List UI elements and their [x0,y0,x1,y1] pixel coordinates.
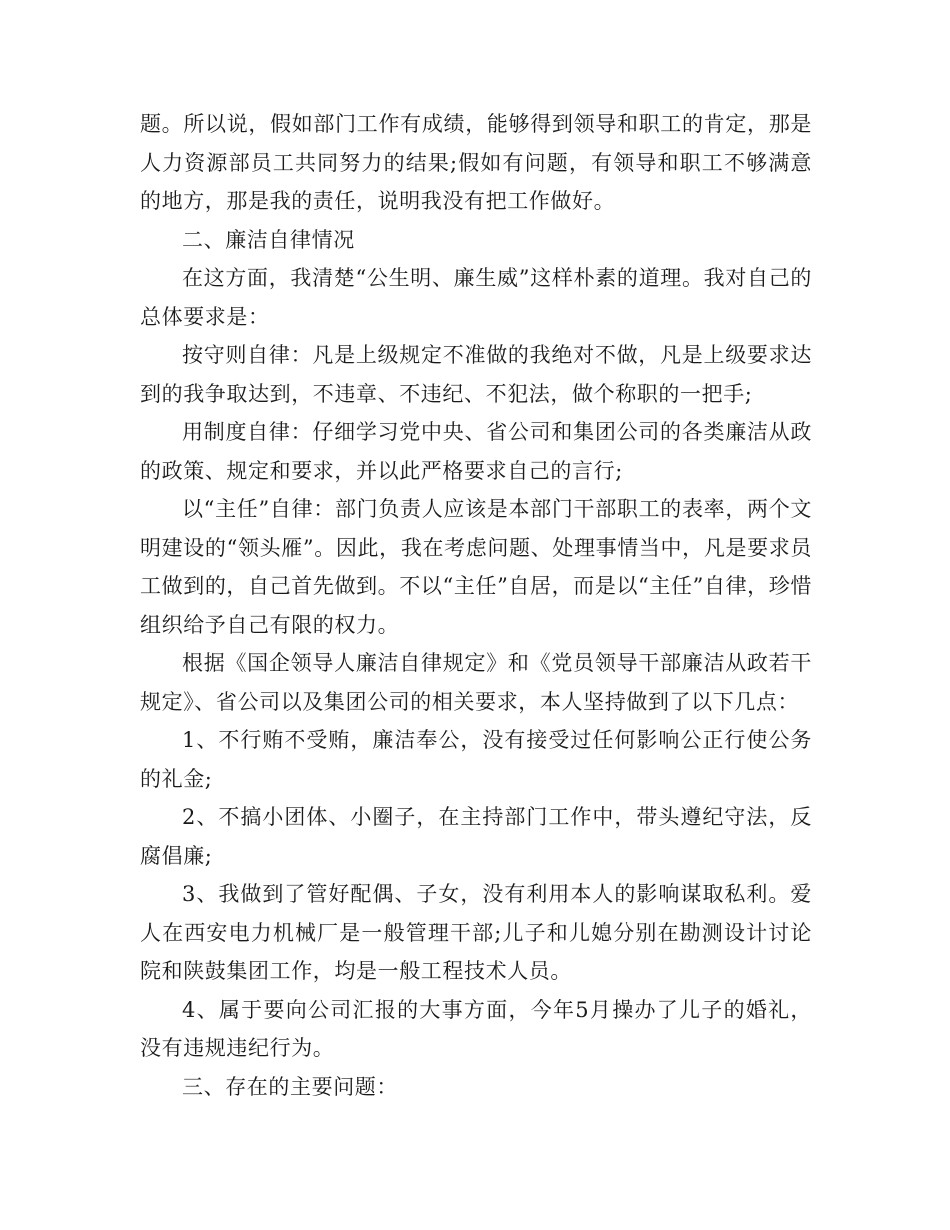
list-item: 3、我做到了管好配偶、子女，没有利用本人的影响谋取私利。爱人在西安电力机械厂是一般管理干部;儿子和儿媳分别在勘测设计讨论院和陕鼓集团工作，均是一般工程技术人员。 [140,882,812,983]
section-heading-problems: 三、存在的主要问题： [182,1074,398,1099]
section-heading-integrity: 二、廉洁自律情况 [182,227,355,252]
document-body [140,105,812,1106]
paragraph: 用制度自律：仔细学习党中央、省公司和集团公司的各类廉洁从政的政策、规定和要求，并以此严格要求自己的言行; [140,420,812,483]
paragraph: 以“主任”自律：部门负责人应该是本部门干部职工的表率，两个文明建设的“领头雁”。因此，我在考虑问题、处理事情当中，凡是要求员工做到的，自己首先做到。不以“主任”自居，而是以“主任”自律，珍惜组织给予自己有限的权力。 [140,497,812,637]
paragraph: 按守则自律：凡是上级规定不准做的我绝对不做，凡是上级要求达到的我争取达到，不违章、不违纪、不犯法，做个称职的一把手; [140,343,812,406]
list-item: 4、属于要向公司汇报的大事方面，今年5月操办了儿子的婚礼，没有违规违纪行为。 [140,997,812,1060]
paragraph: 根据《国企领导人廉洁自律规定》和《党员领导干部廉洁从政若干规定》、省公司以及集团公司的相关要求，本人坚持做到了以下几点： [140,651,812,714]
paragraph: 在这方面，我清楚“公生明、廉生威”这样朴素的道理。我对自己的总体要求是： [140,266,812,329]
paragraph-continuation: 题。所以说，假如部门工作有成绩，能够得到领导和职工的肯定，那是人力资源部员工共同努力的结果;假如有问题，有领导和职工不够满意的地方，那是我的责任，说明我没有把工作做好。 [140,112,812,213]
list-item: 2、不搞小团体、小圈子，在主持部门工作中，带头遵纪守法，反腐倡廉; [140,805,812,868]
list-item: 1、不行贿不受贿，廉洁奉公，没有接受过任何影响公正行使公务的礼金; [140,728,812,791]
